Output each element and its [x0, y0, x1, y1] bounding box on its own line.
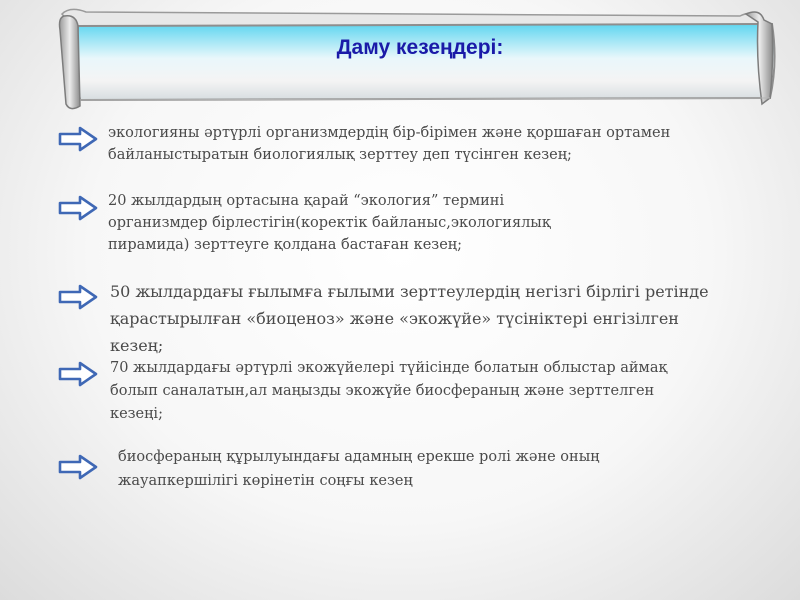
stage-line: 50 жылдардағы ғылымға ғылыми зерттеулердің негізгі бірлігі ретінде	[110, 282, 709, 301]
stage-text	[118, 445, 600, 493]
stage-text	[108, 190, 551, 256]
stage-line: пирамида) зерттеуге қолдана бастаған кезең;	[108, 237, 462, 253]
stage-line: болып саналатын,ал маңызды экожүйе биосфераның және зерттелген	[110, 383, 655, 399]
right-arrow-icon	[58, 195, 98, 221]
stage-line: экологияны әртүрлі организмдердің бір-бірімен және қоршаған ортамен	[108, 125, 671, 141]
page-title: Даму кезеңдері:	[336, 36, 504, 59]
stage-line: кезеңі;	[110, 406, 163, 422]
stage-line: организмдер бірлестігін(коректік байланыс,экологиялық	[108, 215, 551, 231]
stage-line: 70 жылдардағы әртүрлі экожүйелері түйісінде болатын облыстар аймақ	[110, 360, 668, 376]
right-arrow-icon	[58, 126, 98, 152]
stage-line: байланыстыратын биологиялық зерттеу деп түсінген кезең;	[108, 147, 572, 163]
right-arrow-icon	[58, 361, 98, 387]
right-arrow-icon	[58, 454, 98, 480]
stage-line: кезең;	[110, 336, 164, 355]
stage-line: қарастырылған «биоценоз» және «экожүйе» түсініктері енгізілген	[110, 309, 679, 328]
stage-line: биосфераның құрылуындағы адамның ерекше ролі және оның	[118, 449, 600, 465]
stage-line: 20 жылдардың ортасына қарай “экология” термині	[108, 193, 505, 209]
stage-text	[110, 278, 709, 359]
right-arrow-icon	[58, 284, 98, 310]
stage-text	[110, 357, 667, 426]
title-scroll-banner	[0, 0, 800, 120]
stage-line: жауапкершілігі көрінетін соңғы кезең	[118, 473, 413, 489]
stage-text	[108, 122, 670, 166]
